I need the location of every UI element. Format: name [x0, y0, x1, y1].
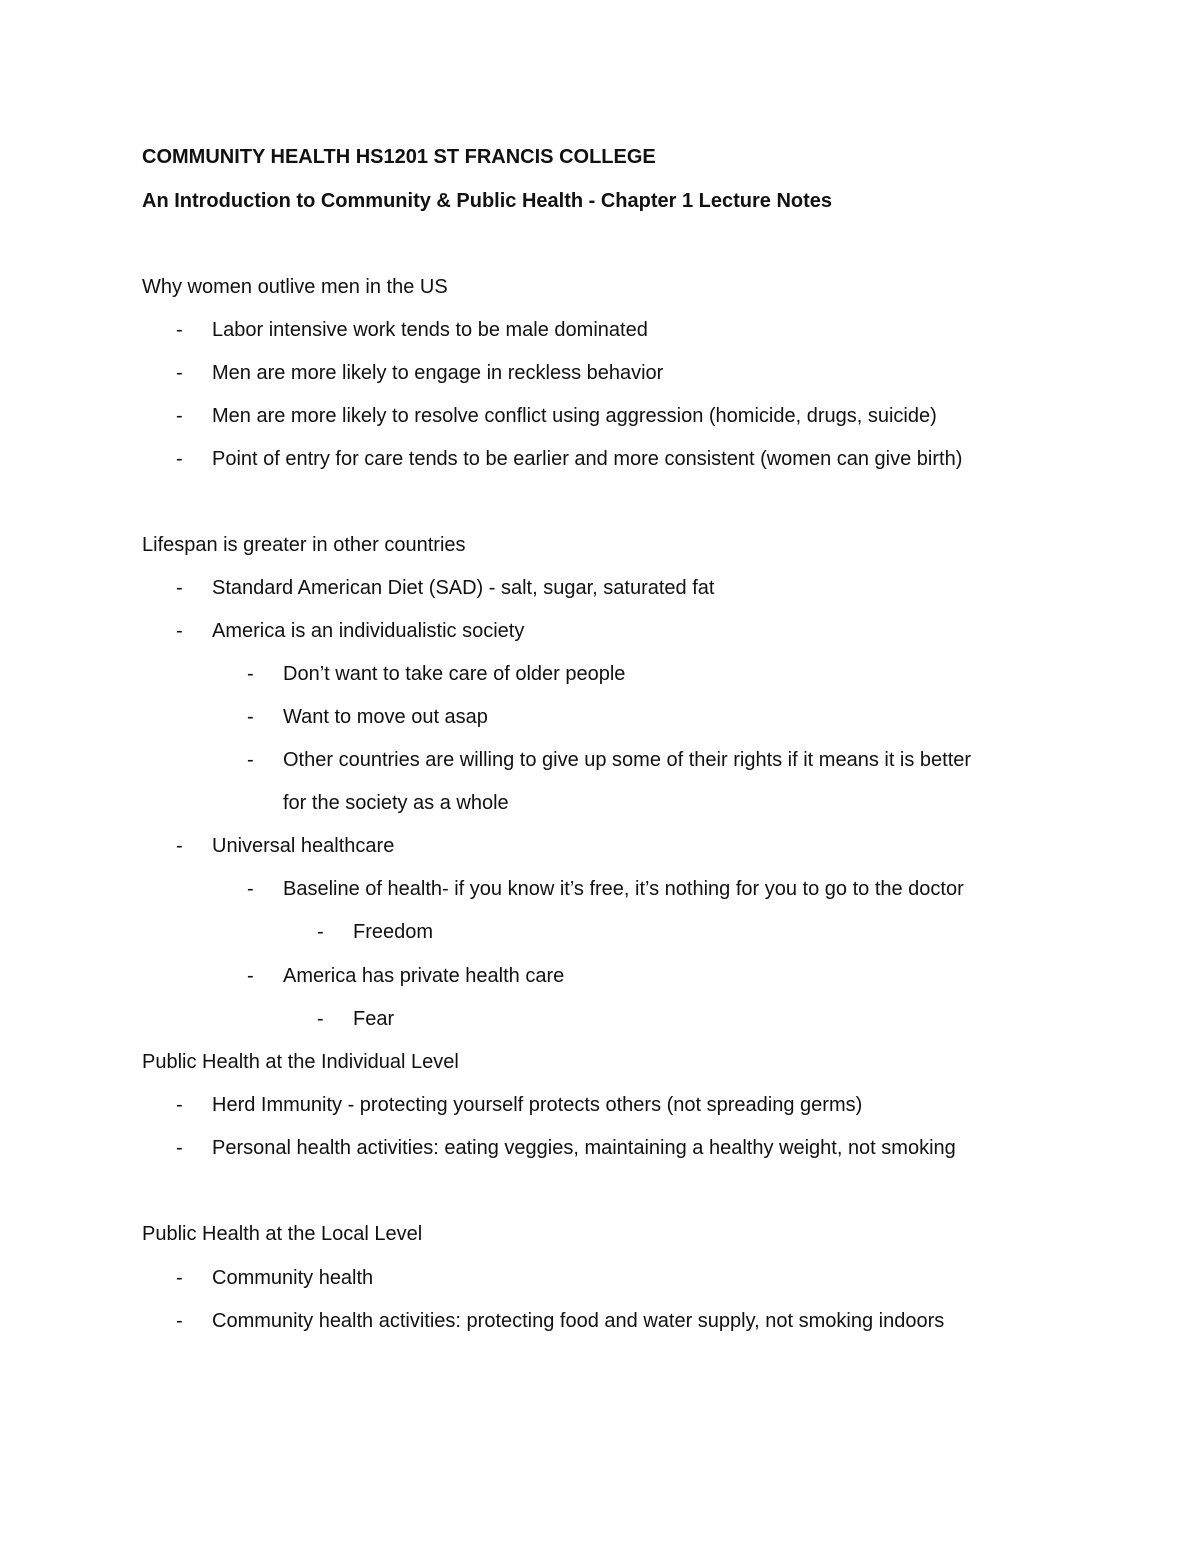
bullet-dash: - [247, 663, 254, 685]
bullet-dash: - [176, 1310, 183, 1332]
list-item-text: Don’t want to take care of older people [283, 663, 626, 685]
bullet-dash: - [247, 965, 254, 987]
bullet-dash: - [317, 921, 324, 943]
list-item-text: Men are more likely to engage in reckless behavior [212, 362, 664, 384]
list-item-text: Want to move out asap [283, 706, 488, 728]
list-item-text: Community health [212, 1267, 374, 1289]
list-item-text: Universal healthcare [212, 835, 395, 857]
bullet-dash: - [176, 1137, 183, 1159]
bullet-dash: - [176, 577, 183, 599]
bullet-dash: - [176, 1267, 183, 1289]
bullet-dash: - [176, 620, 183, 642]
list-item-text: Labor intensive work tends to be male dominated [212, 319, 648, 341]
bullet-dash: - [317, 1008, 324, 1030]
list-item-text: Personal health activities: eating veggies, maintaining a healthy weight, not smoking [212, 1137, 956, 1159]
section-heading: Public Health at the Local Level [142, 1223, 423, 1245]
bullet-dash: - [176, 405, 183, 427]
list-item-text: America has private health care [283, 965, 565, 987]
list-item-text: Other countries are willing to give up some of their rights if it means it is better [283, 749, 972, 771]
bullet-dash: - [176, 362, 183, 384]
bullet-dash: - [247, 878, 254, 900]
list-item-text: Freedom [353, 921, 434, 943]
list-item-text: Fear [353, 1008, 395, 1030]
document-subtitle: An Introduction to Community & Public Health - Chapter 1 Lecture Notes [142, 190, 833, 212]
section-heading: Why women outlive men in the US [142, 276, 448, 298]
list-item-text: Community health activities: protecting food and water supply, not smoking indoors [212, 1310, 945, 1332]
list-item-text: Baseline of health- if you know it’s free, it’s nothing for you to go to the doctor [283, 878, 964, 900]
list-item-text: America is an individualistic society [212, 620, 525, 642]
list-item-text: Point of entry for care tends to be earlier and more consistent (women can give birth) [212, 448, 963, 470]
bullet-dash: - [176, 448, 183, 470]
bullet-dash: - [176, 319, 183, 341]
list-item-text: Men are more likely to resolve conflict using aggression (homicide, drugs, suicide) [212, 405, 937, 427]
section-heading: Public Health at the Individual Level [142, 1051, 459, 1073]
list-item-text: Standard American Diet (SAD) - salt, sugar, saturated fat [212, 577, 715, 599]
bullet-dash: - [247, 749, 254, 771]
bullet-dash: - [176, 835, 183, 857]
course-title: COMMUNITY HEALTH HS1201 ST FRANCIS COLLEGE [142, 146, 656, 168]
list-item-text: Herd Immunity - protecting yourself protects others (not spreading germs) [212, 1094, 863, 1116]
bullet-dash: - [176, 1094, 183, 1116]
bullet-dash: - [247, 706, 254, 728]
section-heading: Lifespan is greater in other countries [142, 534, 466, 556]
list-item-text: for the society as a whole [283, 792, 509, 814]
